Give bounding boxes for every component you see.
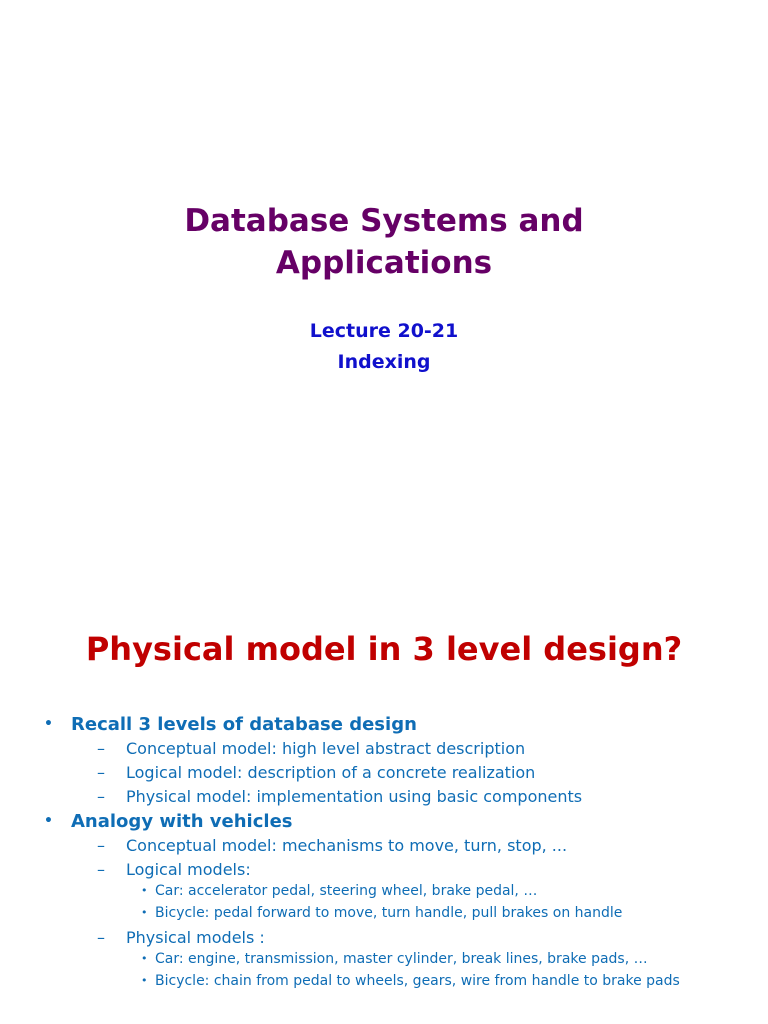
sub-sub-bullet-text: Car: accelerator pedal, steering wheel, brake pedal, … — [155, 883, 538, 899]
sub-sub-bullet-text: Bicycle: pedal forward to move, turn handle, pull brakes on handle — [155, 905, 623, 921]
sub-sub-bullet-item — [71, 904, 744, 922]
small-bullet-dot-icon: • — [141, 974, 148, 987]
sub-sub-bullet-text: Car: engine, transmission, master cylinder, break lines, brake pads, … — [155, 951, 648, 967]
sub-sub-bullet-list — [71, 882, 744, 922]
sub-sub-bullet-item — [71, 882, 744, 900]
sub-sub-bullet-text: Bicycle: chain from pedal to wheels, gears, wire from handle to brake pads — [155, 973, 680, 989]
sub-bullet-text: Logical model: description of a concrete realization — [126, 763, 536, 782]
sub-bullet-text: Conceptual model: high level abstract description — [126, 739, 526, 758]
dash-icon: – — [97, 787, 105, 806]
lecture-number: Lecture 20-21 — [309, 320, 459, 342]
dash-icon: – — [97, 763, 105, 782]
dash-icon: – — [97, 928, 105, 947]
bullet-text: Recall 3 levels of database design — [71, 714, 417, 735]
small-bullet-dot-icon: • — [141, 952, 148, 965]
sub-bullet-item — [71, 834, 744, 858]
sub-bullet-item — [71, 858, 744, 882]
slide-title-heading — [0, 200, 768, 284]
sub-bullet-item — [71, 785, 744, 809]
sub-bullet-text: Conceptual model: mechanisms to move, turn, stop, ... — [126, 836, 568, 855]
sub-sub-bullet-list — [71, 950, 744, 990]
slide-physical-model — [0, 512, 768, 1024]
dash-icon: – — [97, 739, 105, 758]
lecture-topic: Indexing — [337, 351, 431, 373]
bullet-dot-icon: • — [44, 716, 53, 732]
title-line-1: Database Systems and — [184, 203, 584, 239]
small-bullet-dot-icon: • — [141, 906, 148, 919]
sub-sub-bullet-item — [71, 950, 744, 968]
dash-icon: – — [97, 836, 105, 855]
sub-bullet-text: Physical models : — [126, 928, 265, 947]
sub-bullet-list — [71, 926, 744, 950]
bullet-dot-icon: • — [44, 813, 53, 829]
slide-2-title: Physical model in 3 level design? — [85, 630, 683, 668]
bullet-item — [44, 809, 744, 990]
title-line-2: Applications — [275, 245, 493, 281]
sub-bullet-item — [71, 761, 744, 785]
sub-bullet-list — [71, 834, 744, 882]
bullet-text: Analogy with vehicles — [71, 811, 293, 832]
sub-bullet-text: Logical models: — [126, 860, 251, 879]
sub-bullet-list — [71, 737, 744, 809]
bullet-list — [44, 712, 744, 994]
small-bullet-dot-icon: • — [141, 884, 148, 897]
sub-bullet-text: Physical model: implementation using basic components — [126, 787, 583, 806]
sub-bullet-item — [71, 737, 744, 761]
bullet-item — [44, 712, 744, 809]
sub-sub-bullet-item — [71, 972, 744, 990]
sub-bullet-item — [71, 926, 744, 950]
dash-icon: – — [97, 860, 105, 879]
